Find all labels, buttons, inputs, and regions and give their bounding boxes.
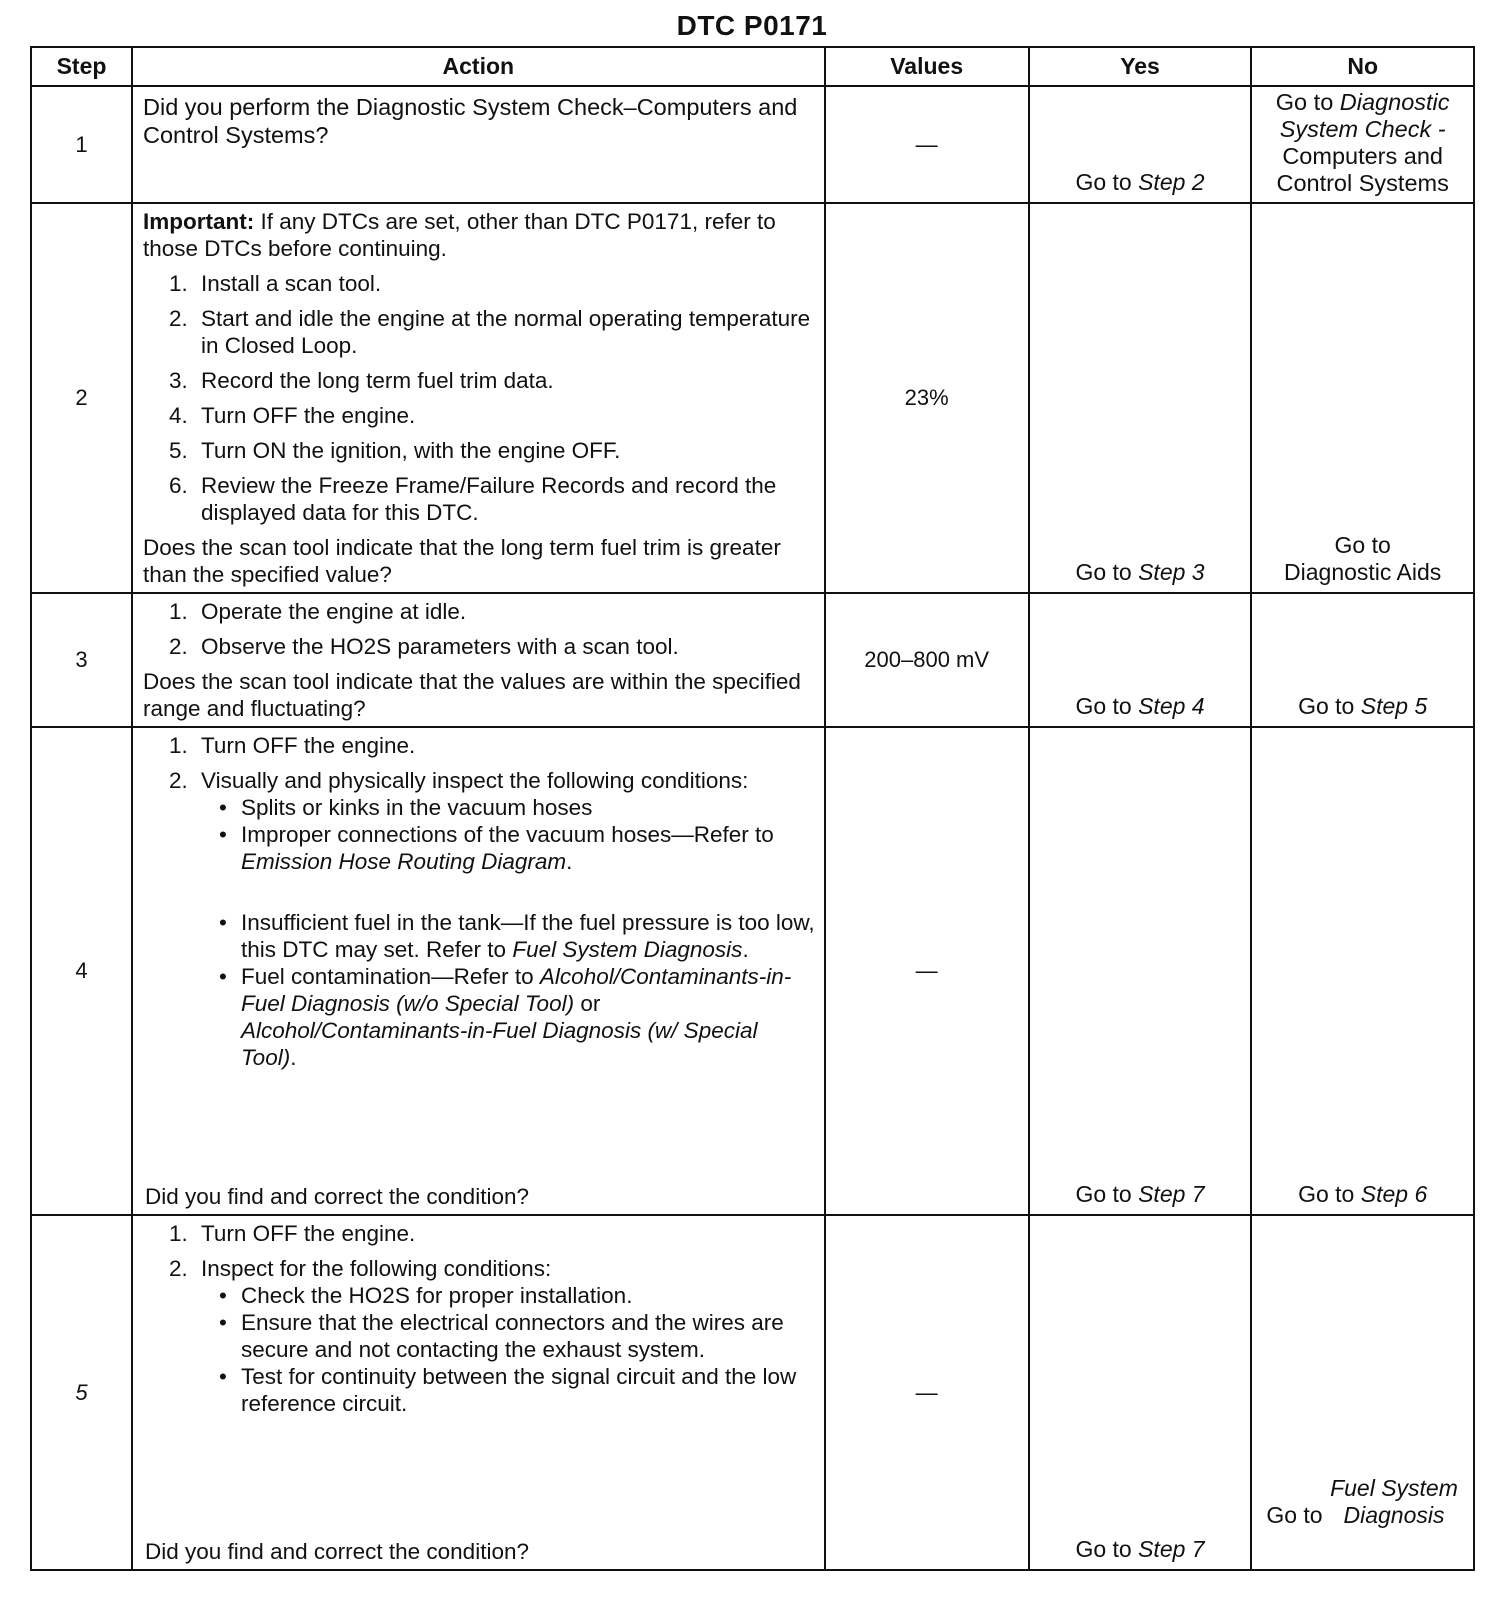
page-title: DTC P0171 bbox=[676, 10, 828, 41]
list-item: 4. Turn OFF the engine. bbox=[169, 403, 416, 428]
step-reference: Step 2 bbox=[1138, 169, 1205, 195]
table-row bbox=[31, 727, 1474, 1215]
yes-cell: Go to Step 7 bbox=[1029, 727, 1252, 1215]
list-item: 2. Visually and physically inspect the following conditions: bbox=[169, 768, 749, 793]
bullet-item: • Test for continuity between the signal circuit and the low reference circuit. bbox=[219, 1364, 797, 1416]
bullet-item: • Check the HO2S for proper installation. bbox=[219, 1283, 633, 1308]
header-values: Values bbox=[825, 47, 1029, 86]
no-cell: Go to Step 6 bbox=[1251, 727, 1474, 1215]
action-cell bbox=[132, 593, 825, 727]
step-number: 5 bbox=[31, 1215, 132, 1570]
question-text: Did you find and correct the condition? bbox=[145, 1539, 529, 1564]
table-header-row bbox=[31, 47, 1474, 86]
table-row bbox=[31, 1215, 1474, 1570]
procedure-reference: Diagnostic System Check - bbox=[1279, 89, 1450, 142]
table-row bbox=[31, 203, 1474, 593]
yes-cell: Go to Step 2 bbox=[1029, 86, 1252, 203]
action-cell bbox=[132, 86, 825, 203]
bullet-item: • Fuel contamination—Refer to Alcohol/Contaminants-in-Fuel Diagnosis (w/o Special Tool) or Alcohol/Contaminants-in-Fuel Diagnosis (w/ Special Tool). bbox=[219, 964, 792, 1070]
step-reference: Step 4 bbox=[1138, 693, 1205, 719]
action-cell bbox=[132, 727, 825, 1215]
no-cell: Go to Fuel System Diagnosis bbox=[1251, 1215, 1474, 1570]
diagnostic-table bbox=[30, 46, 1475, 1571]
list-item: 1. Install a scan tool. bbox=[169, 271, 382, 296]
header-step: Step bbox=[31, 47, 132, 86]
procedure-reference: Emission Hose Routing Diagram bbox=[241, 849, 567, 874]
procedure-reference: Fuel System Diagnosis bbox=[512, 937, 743, 962]
header-action: Action bbox=[132, 47, 825, 86]
list-item: 1. Operate the engine at idle. bbox=[169, 599, 467, 624]
bullet-item: • Splits or kinks in the vacuum hoses bbox=[219, 795, 593, 820]
procedure-reference: Alcohol/Contaminants-in-Fuel Diagnosis (w/ Special Tool) bbox=[241, 1018, 758, 1070]
list-item: 2. Inspect for the following conditions: bbox=[169, 1256, 552, 1281]
value-cell: — bbox=[825, 1215, 1029, 1570]
list-item: 1. Turn OFF the engine. bbox=[169, 1221, 416, 1246]
yes-cell: Go to Step 7 bbox=[1029, 1215, 1252, 1570]
step-number: 4 bbox=[31, 727, 132, 1215]
action-cell bbox=[132, 203, 825, 593]
step-reference: Step 7 bbox=[1138, 1181, 1205, 1207]
value-cell: 23% bbox=[825, 203, 1029, 593]
no-cell: Go to Diagnostic System Check - Computers and Control Systems bbox=[1251, 86, 1474, 203]
table-row bbox=[31, 593, 1474, 727]
header-no: No bbox=[1251, 47, 1474, 86]
step-number: 2 bbox=[31, 203, 132, 593]
header-yes: Yes bbox=[1029, 47, 1252, 86]
step-reference: Step 5 bbox=[1360, 693, 1428, 719]
question-text: Does the scan tool indicate that the long term fuel trim is greater than the specified value? bbox=[143, 535, 781, 587]
step-reference: Step 7 bbox=[1138, 1536, 1205, 1562]
value-cell: — bbox=[825, 86, 1029, 203]
step-number: 3 bbox=[31, 593, 132, 727]
list-item: 3. Record the long term fuel trim data. bbox=[169, 368, 554, 393]
list-item: 2. Start and idle the engine at the normal operating temperature in Closed Loop. bbox=[169, 306, 811, 358]
yes-cell: Go to Step 3 bbox=[1029, 203, 1252, 593]
bullet-item: • Improper connections of the vacuum hoses—Refer to Emission Hose Routing Diagram. bbox=[219, 822, 774, 874]
procedure-reference: Alcohol/Contaminants-in-Fuel Diagnosis (w/o Special Tool) bbox=[241, 964, 792, 1016]
list-item: 6. Review the Freeze Frame/Failure Records and record the displayed data for this DTC. bbox=[169, 473, 777, 525]
list-item: 5. Turn ON the ignition, with the engine OFF. bbox=[169, 438, 621, 463]
step-reference: Step 6 bbox=[1360, 1181, 1428, 1207]
value-cell: — bbox=[825, 727, 1029, 1215]
action-text: Did you perform the Diagnostic System Check–Computers and Control Systems? bbox=[143, 94, 798, 148]
list-item: 2. Observe the HO2S parameters with a scan tool. bbox=[169, 634, 679, 659]
step-reference: Step 3 bbox=[1138, 559, 1205, 585]
important-note: Important: If any DTCs are set, other than DTC P0171, refer to those DTCs before continuing. bbox=[143, 209, 776, 261]
question-text: Does the scan tool indicate that the values are within the specified range and fluctuating? bbox=[143, 669, 801, 721]
action-cell bbox=[132, 1215, 825, 1570]
question-text: Did you find and correct the condition? bbox=[145, 1184, 529, 1209]
no-cell: Go to Diagnostic Aids bbox=[1251, 203, 1474, 593]
bullet-item: • Ensure that the electrical connectors and the wires are secure and not contacting the exhaust system. bbox=[219, 1310, 784, 1362]
yes-cell: Go to Step 4 bbox=[1029, 593, 1252, 727]
no-cell: Go to Step 5 bbox=[1251, 593, 1474, 727]
procedure-reference: Fuel System Diagnosis bbox=[1330, 1475, 1458, 1528]
step-number: 1 bbox=[31, 86, 132, 203]
table-row bbox=[31, 86, 1474, 203]
list-item: 1. Turn OFF the engine. bbox=[169, 733, 416, 758]
bullet-item: • Insufficient fuel in the tank—If the fuel pressure is too low, this DTC may set. Refer to Fuel System Diagnosis. bbox=[219, 910, 815, 962]
value-cell: 200–800 mV bbox=[825, 593, 1029, 727]
